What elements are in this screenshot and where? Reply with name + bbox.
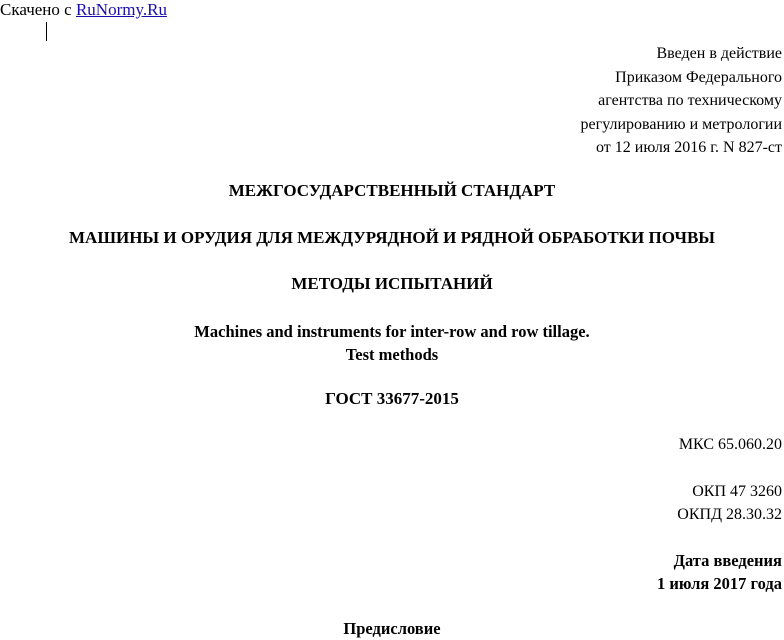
product-codes <box>677 480 782 526</box>
document-title: МАШИНЫ И ОРУДИЯ ДЛЯ МЕЖДУРЯДНОЙ И РЯДНОЙ ОБРАБОТКИ ПОЧВЫ <box>69 228 715 247</box>
approval-line: агентства по техническому <box>598 92 782 109</box>
approval-line: Введен в действие <box>656 45 782 62</box>
okpd-code: ОКПД 28.30.32 <box>677 506 782 523</box>
foreword-heading: Предисловие <box>343 619 441 638</box>
approval-line: Приказом Федерального <box>615 68 782 86</box>
okp-code: ОКП 47 3260 <box>692 483 782 500</box>
standard-type-heading: МЕЖГОСУДАРСТВЕННЫЙ СТАНДАРТ <box>228 181 556 200</box>
english-title-line: Test methods <box>345 345 439 364</box>
effective-date-label: Дата введения <box>673 551 782 570</box>
approval-line: от 12 июля 2016 г. N 827-ст <box>596 139 782 156</box>
standard-designation: ГОСТ 33677-2015 <box>325 389 459 408</box>
effective-date-value: 1 июля 2017 года <box>657 574 782 593</box>
effective-date-block <box>657 549 782 595</box>
source-link[interactable]: RuNormy.Ru <box>75 0 167 19</box>
english-title <box>0 320 784 366</box>
source-line <box>0 0 167 20</box>
approval-block <box>581 42 782 160</box>
text-cursor <box>46 22 47 41</box>
approval-line: регулированию и метрологии <box>580 115 782 133</box>
mks-code: МКС 65.060.20 <box>678 436 782 453</box>
source-prefix: Скачено с <box>0 0 76 19</box>
document-subtitle: МЕТОДЫ ИСПЫТАНИЙ <box>291 274 493 293</box>
english-title-line: Machines and instruments for inter-row and row tillage. <box>194 322 590 341</box>
